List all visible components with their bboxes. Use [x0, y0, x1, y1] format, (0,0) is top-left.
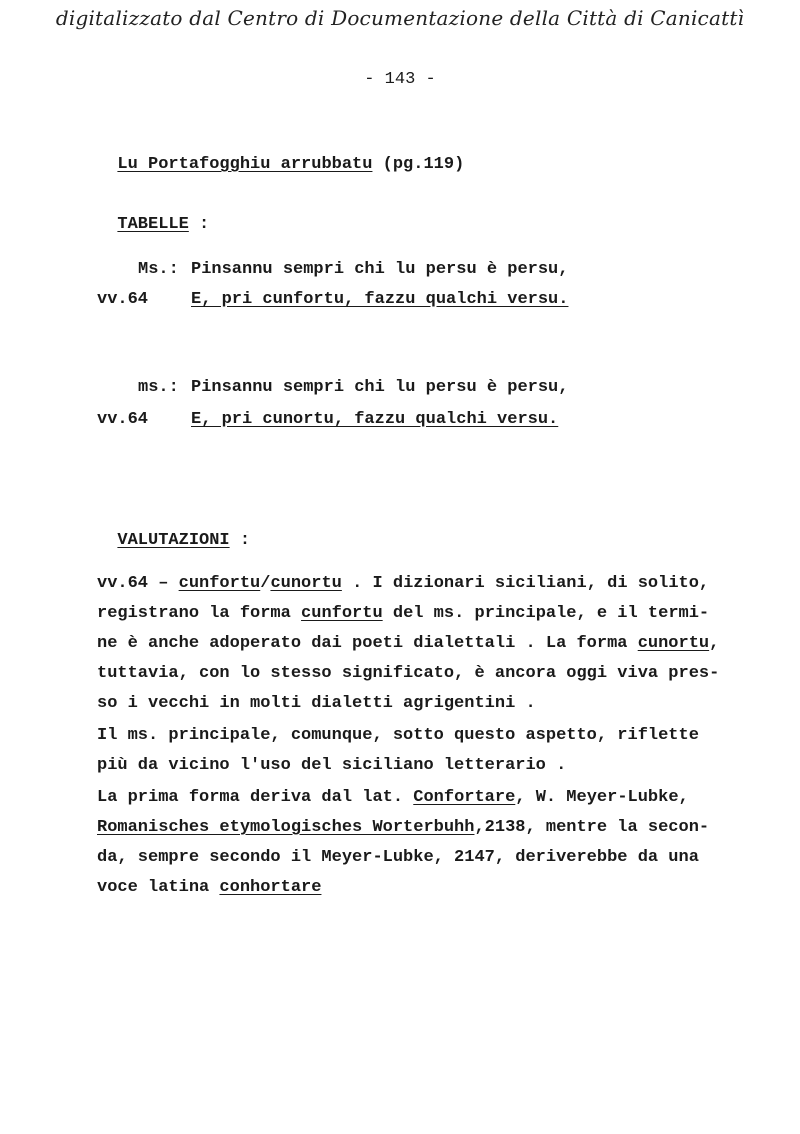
term-cunortu: cunortu — [270, 574, 342, 593]
term-conhortare: conhortare — [219, 878, 322, 897]
section-title — [97, 136, 464, 174]
variant-1-line-2: E, pri cunfortu, fazzu qualchi versu. — [191, 290, 569, 309]
valutazioni-colon: : — [239, 531, 251, 550]
body-line-7: più da vicino l'uso del siciliano letterario . — [97, 756, 567, 775]
body-line-4: tuttavia, con lo stesso significato, è ancora oggi viva pres- — [97, 664, 720, 683]
body-line-3: ne è anche adoperato dai poeti dialettali . La forma cunortu, — [97, 634, 720, 653]
tabelle-colon: : — [199, 215, 210, 234]
body-line-1: vv.64 – cunfortu/cunortu . I dizionari siciliani, di solito, — [97, 574, 710, 593]
variant-2-ms-label: ms.: — [138, 378, 179, 397]
page-number: - 143 - — [364, 70, 436, 89]
body-line-8: La prima forma deriva dal lat. Confortare, W. Meyer-Lubke, — [97, 788, 689, 807]
body-line-6: Il ms. principale, comunque, sotto questo aspetto, riflette — [97, 726, 699, 745]
page-reference: (pg.119) — [382, 155, 465, 174]
variant-1-ms-label: Ms.: — [138, 260, 179, 279]
tabelle-label: TABELLE — [117, 215, 189, 234]
term-cunfortu-2: cunfortu — [301, 604, 383, 623]
dictionary-title: Romanisches etymologisches Worterbuhh — [97, 818, 475, 837]
body-line-11: voce latina conhortare — [97, 878, 322, 897]
variant-1-line-1: Pinsannu sempri chi lu persu è persu, — [191, 260, 569, 279]
term-cunortu-2: cunortu — [637, 634, 710, 653]
term-cunfortu: cunfortu — [178, 574, 261, 593]
variant-1-verse-label: vv.64 — [97, 290, 149, 309]
valutazioni-heading — [97, 512, 250, 550]
valutazioni-label: VALUTAZIONI — [117, 531, 230, 550]
poem-title: Lu Portafogghiu arrubbatu — [117, 155, 373, 174]
variant-2-line-1: Pinsannu sempri chi lu persu è persu, — [191, 378, 569, 397]
tabelle-heading — [97, 196, 209, 234]
digitization-watermark: digitalizzato dal Centro di Documentazione della Città di Canicattì — [55, 6, 745, 30]
body-line-10: da, sempre secondo il Meyer-Lubke, 2147, deriverebbe da una — [97, 848, 699, 867]
term-confortare: Confortare — [413, 788, 516, 807]
body-line-2: registrano la forma cunfortu del ms. principale, e il termi- — [97, 604, 710, 623]
body-line-5: so i vecchi in molti dialetti agrigentini . — [97, 694, 536, 713]
body-line-9: Romanisches etymologisches Worterbuhh,2138, mentre la secon- — [97, 818, 710, 837]
variant-2-verse-label: vv.64 — [97, 410, 149, 429]
variant-2-line-2: E, pri cunortu, fazzu qualchi versu. — [191, 410, 559, 429]
